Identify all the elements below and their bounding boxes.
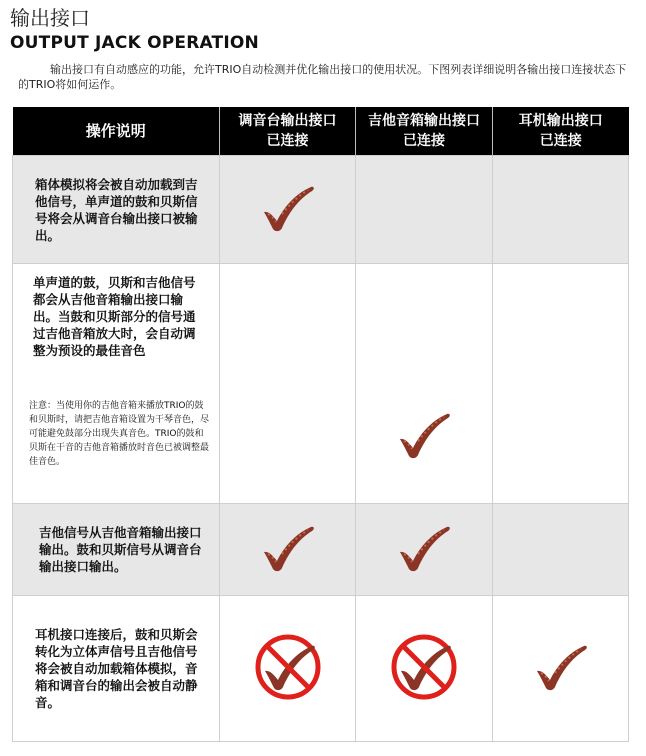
mark-cell <box>493 504 629 596</box>
mark-cell <box>356 504 493 596</box>
intro-paragraph: 输出接口有自动感应的功能，允许TRIO自动检测并优化输出接口的使用状况。下图列表详细说明各输出接口连接状态下的TRIO将如何运作。 <box>18 63 627 91</box>
row-description: 耳机接口连接后，鼓和贝斯会转化为立体声信号且吉他信号将会被自动加载箱体模拟，音箱和调音台的输出会被自动静音。 <box>35 627 198 710</box>
output-jack-table <box>12 107 629 742</box>
mark-cell <box>220 264 356 504</box>
table-row <box>13 156 629 264</box>
page-title-chinese: 输出接口 <box>10 6 90 30</box>
row-description-cell <box>13 504 220 596</box>
header-amp-output: 吉他音箱输出接口 已连接 <box>356 107 493 156</box>
checkmark-icon <box>396 411 452 459</box>
row-description-cell <box>13 264 220 504</box>
page-title-english: OUTPUT JACK OPERATION <box>10 33 259 53</box>
mark-cell <box>220 156 356 264</box>
row-description: 箱体模拟将会被自动加载到吉他信号，单声道的鼓和贝斯信号将会从调音台输出接口被输出。 <box>35 176 198 243</box>
row-description-cell <box>13 156 220 264</box>
checkmark-icon <box>533 643 589 691</box>
checkmark-icon <box>260 524 316 572</box>
row-description: 单声道的鼓，贝斯和吉他信号都会从吉他音箱输出接口输出。当鼓和贝斯部分的信号通过吉他音箱放大时，会自动调整为预设的最佳音色 <box>33 275 196 358</box>
mark-cell <box>493 156 629 264</box>
mark-cell <box>356 264 493 504</box>
checkmark-icon <box>396 524 452 572</box>
mark-cell <box>356 596 493 742</box>
mark-cell <box>356 156 493 264</box>
mark-cell <box>220 596 356 742</box>
mark-cell <box>493 264 629 504</box>
row-description: 吉他信号从吉他音箱输出接口输出。鼓和贝斯信号从调音台输出接口输出。 <box>39 525 202 574</box>
table-header-row <box>13 107 629 156</box>
table-row <box>13 596 629 742</box>
checkmark-icon <box>260 184 316 232</box>
header-headphone-output: 耳机输出接口 已连接 <box>493 107 629 156</box>
header-operation: 操作说明 <box>13 107 220 156</box>
table-row <box>13 504 629 596</box>
prohibited-check-icon <box>253 632 323 702</box>
table-row <box>13 264 629 504</box>
prohibited-check-icon <box>389 632 459 702</box>
header-mixer-output: 调音台输出接口 已连接 <box>220 107 356 156</box>
mark-cell <box>493 596 629 742</box>
mark-cell <box>220 504 356 596</box>
row-note: 注意：当使用你的吉他音箱来播放TRIO的鼓和贝斯时，请把吉他音箱设置为干琴音色，尽可能避免鼓部分出现失真音色。TRIO的鼓和贝斯在干音的吉他音箱播放时音色已被调整最佳音色。 <box>29 401 210 467</box>
row-description-cell <box>13 596 220 742</box>
